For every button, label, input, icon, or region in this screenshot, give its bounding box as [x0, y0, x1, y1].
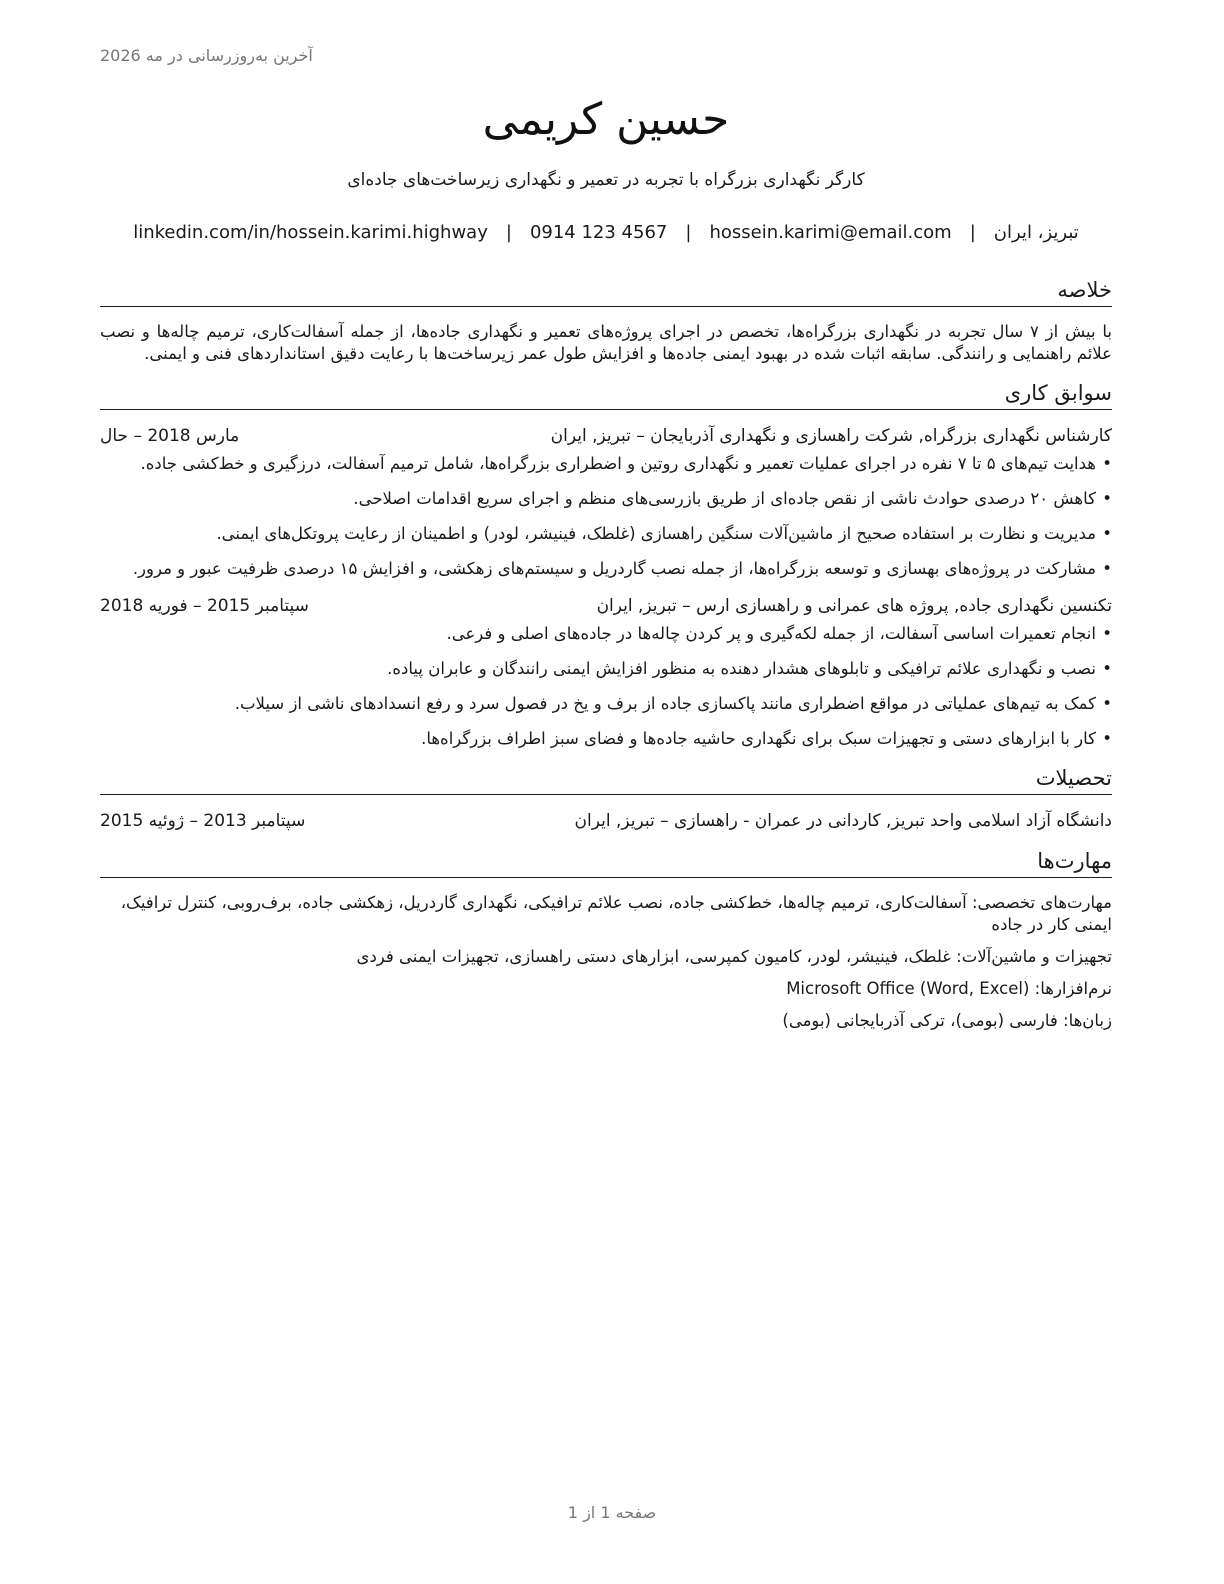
- skills-heading: مهارت‌ها: [100, 847, 1112, 878]
- contact-email-link[interactable]: hossein.karimi@email.com: [709, 222, 952, 243]
- contact-separator: |: [969, 222, 976, 243]
- contact-separator: |: [685, 222, 692, 243]
- software-label: نرم‌افزارها:: [1034, 979, 1112, 998]
- summary-heading: خلاصه: [100, 276, 1112, 307]
- bullet-dot-icon: •: [1102, 729, 1112, 748]
- bullet-text: مشارکت در پروژه‌های بهسازی و توسعه بزرگراه‌ها، از جمله نصب گاردریل و سیستم‌های زهکشی، و افزایش ۱۵ درصدی ظرفیت عبور و مرور.: [132, 559, 1096, 578]
- bullet-text: نصب و نگهداری علائم ترافیکی و تابلوهای هشدار دهنده به منظور افزایش ایمنی رانندگان و عابران پیاده.: [387, 659, 1096, 678]
- job-header: [100, 424, 1112, 448]
- job-dates: سپتامبر 2015 – فوریه 2018: [100, 596, 309, 616]
- summary-text: با بیش از ۷ سال تجربه در نگهداری بزرگراه‌ها، تخصص در اجرای پروژه‌های تعمیر و نگهداری جاده‌ها، از جمله آسفالت‌کاری، ترمیم چاله‌ها و نصب علائم راهنمایی و رانندگی. سابقه اثبات شده در بهبود ایمنی جاده‌ها و افزایش طول عمر زیرساخت‌ها با رعایت دقیق استانداردهای فنی و ایمنی.: [100, 322, 1112, 363]
- education-entry: [100, 809, 1112, 833]
- job-header: [100, 594, 1112, 618]
- job-bullet-list: [100, 452, 1112, 580]
- skill-line-equipment: تجهیزات و ماشین‌آلات: غلطک، فینیشر، لودر، کامیون کمپرسی، ابزارهای دستی راهسازی، تجهیزات ایمنی فردی: [356, 947, 1112, 966]
- contact-linkedin-link[interactable]: linkedin.com/in/hossein.karimi.highway: [133, 222, 488, 243]
- bullet-dot-icon: •: [1102, 559, 1112, 578]
- skill-line-languages: زبان‌ها: فارسی (بومی)، ترکی آذربایجانی (بومی): [782, 1011, 1112, 1030]
- contact-location: تبریز، ایران: [993, 222, 1079, 243]
- experience-heading: سوابق کاری: [100, 379, 1112, 410]
- job-title-company: تکنسین نگهداری جاده, پروژه های عمرانی و راهسازی ارس – تبریز, ایران: [596, 596, 1112, 616]
- page-number: صفحه 1 از 1: [567, 1503, 657, 1522]
- contact-separator: |: [505, 222, 512, 243]
- education-heading: تحصیلات: [100, 764, 1112, 795]
- job-entry: [100, 594, 1112, 750]
- bullet-dot-icon: •: [1102, 524, 1112, 543]
- job-bullet-list: [100, 622, 1112, 750]
- bullet-text: مدیریت و نظارت بر استفاده صحیح از ماشین‌آلات سنگین راهسازی (غلطک، فینیشر، لودر) و اطمینان از رعایت پروتکل‌های ایمنی.: [216, 524, 1096, 543]
- last-updated-note: آخرین به‌روزرسانی در مه 2026: [100, 46, 313, 65]
- job-bullet: [100, 657, 1112, 680]
- bullet-dot-icon: •: [1102, 694, 1112, 713]
- skill-line-software: [100, 978, 1112, 1000]
- job-bullet: [100, 487, 1112, 510]
- skill-line-specialized: مهارت‌های تخصصی: آسفالت‌کاری، ترمیم چاله‌ها، خط‌کشی جاده، نصب علائم ترافیکی، نگهداری گاردریل، زهکشی جاده، برف‌روبی، کنترل ترافیک، ایمنی کار در جاده: [120, 893, 1112, 934]
- resume-body: [100, 276, 1112, 1042]
- candidate-headline: کارگر نگهداری بزرگراه با تجربه در تعمیر و نگهداری زیرساخت‌های جاده‌ای: [347, 170, 865, 190]
- bullet-text: کمک به تیم‌های عملیاتی در مواقع اضطراری مانند پاکسازی جاده از برف و یخ در فصول سرد و رفع انسدادهای ناشی از سیلاب.: [234, 694, 1096, 713]
- job-entry: [100, 424, 1112, 580]
- contact-phone: 0914 123 4567: [529, 222, 668, 243]
- job-bullet: [100, 692, 1112, 715]
- bullet-dot-icon: •: [1102, 489, 1112, 508]
- job-bullet: [100, 727, 1112, 750]
- education-degree: دانشگاه آزاد اسلامی واحد تبریز, کاردانی در عمران - راهسازی – تبریز, ایران: [574, 811, 1112, 831]
- software-value: Microsoft Office (Word, Excel): [786, 979, 1030, 998]
- bullet-dot-icon: •: [1102, 454, 1112, 473]
- job-bullet: [100, 452, 1112, 475]
- contact-line: [100, 222, 1112, 243]
- bullet-dot-icon: •: [1102, 659, 1112, 678]
- job-bullet: [100, 622, 1112, 645]
- education-dates: سپتامبر 2013 – ژوئیه 2015: [100, 811, 306, 831]
- job-bullet: [100, 557, 1112, 580]
- bullet-text: انجام تعمیرات اساسی آسفالت، از جمله لکه‌گیری و پر کردن چاله‌ها در جاده‌های اصلی و فرعی.: [446, 624, 1096, 643]
- job-title-company: کارشناس نگهداری بزرگراه, شرکت راهسازی و نگهداری آذربایجان – تبریز, ایران: [550, 426, 1112, 446]
- job-dates: مارس 2018 – حال: [100, 426, 240, 446]
- resume-page: [100, 0, 1112, 1584]
- candidate-name: حسین کریمی: [482, 94, 730, 145]
- bullet-text: کار با ابزارهای دستی و تجهیزات سبک برای نگهداری حاشیه جاده‌ها و فضای سبز اطراف بزرگراه‌ها.: [421, 729, 1096, 748]
- bullet-text: کاهش ۲۰ درصدی حوادث ناشی از نقص جاده‌ای از طریق بازرسی‌های منظم و اجرای سریع اقدامات اصلاحی.: [353, 489, 1096, 508]
- job-bullet: [100, 522, 1112, 545]
- bullet-text: هدایت تیم‌های ۵ تا ۷ نفره در اجرای عملیات تعمیر و نگهداری روتین و اضطراری بزرگراه‌ها، شامل ترمیم آسفالت، درزگیری و خط‌کشی جاده.: [140, 454, 1096, 473]
- bullet-dot-icon: •: [1102, 624, 1112, 643]
